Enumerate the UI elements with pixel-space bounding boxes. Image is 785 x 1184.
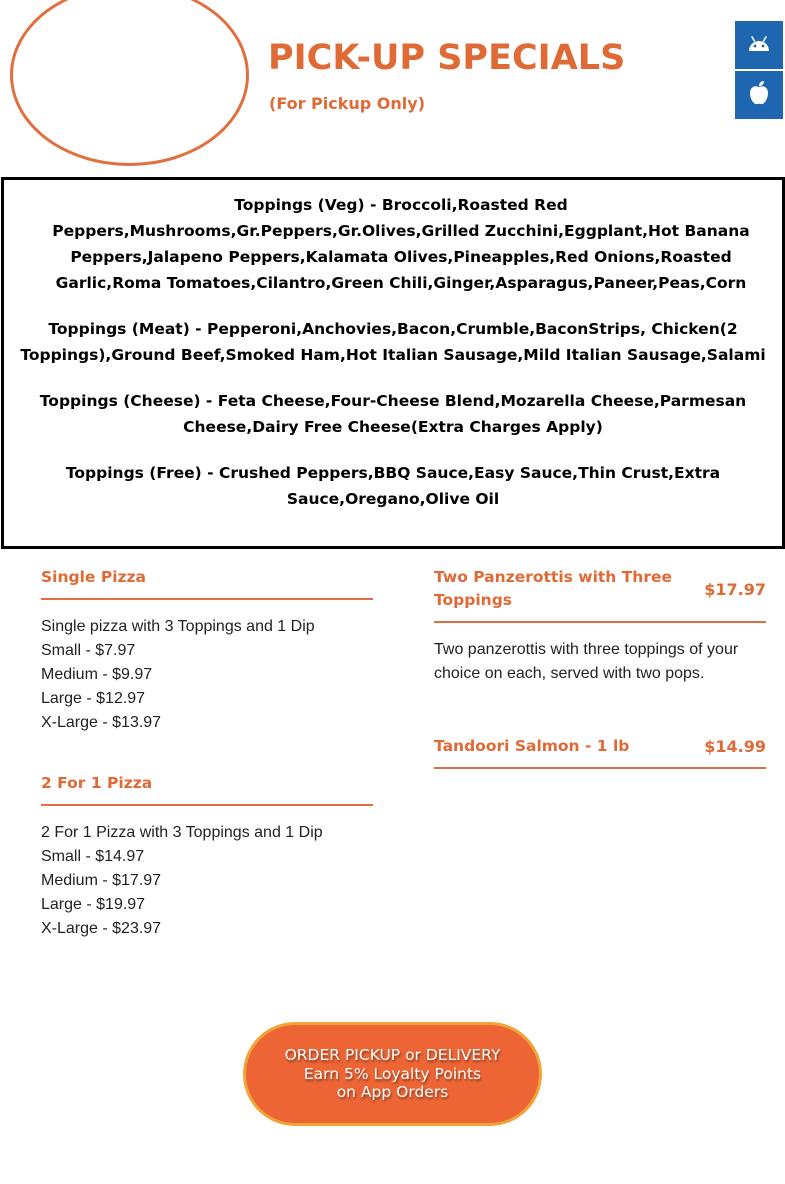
menu-column-right <box>434 566 766 769</box>
menu-item-description <box>41 615 373 735</box>
menu-item-2-for-1-pizza <box>41 772 373 941</box>
description-line: Single pizza with 3 Toppings and 1 Dip <box>41 618 315 635</box>
description-line: 2 For 1 Pizza with 3 Toppings and 1 Dip <box>41 824 323 841</box>
menu-item-header <box>434 566 766 623</box>
menu-item-name: 2 For 1 Pizza <box>41 774 153 792</box>
menu-item-price: $17.97 <box>704 579 766 599</box>
price-line: Large - $12.97 <box>41 690 146 707</box>
menu-item-description <box>41 821 373 941</box>
toppings-box <box>1 177 785 549</box>
menu-item-name: Two Panzerottis with Three Toppings <box>434 568 673 609</box>
menu-item-header <box>41 566 373 600</box>
toppings-cheese: Toppings (Cheese) - Feta Cheese,Four-Cheese Blend,Mozarella Cheese,Parmesan Cheese,Dairy Free Cheese(Extra Charges Apply) <box>39 392 747 436</box>
order-button-line: ORDER PICKUP or DELIVERY <box>284 1046 501 1065</box>
menu-item-name: Single Pizza <box>41 568 147 586</box>
menu-column-left <box>41 566 373 941</box>
price-line: Large - $19.97 <box>41 896 146 913</box>
menu-item-header <box>434 735 766 769</box>
price-line: Medium - $9.97 <box>41 666 153 683</box>
menu-item-name: Tandoori Salmon - 1 lb <box>434 737 630 755</box>
order-button-line: Earn 5% Loyalty Points <box>303 1064 482 1083</box>
toppings-free: Toppings (Free) - Crushed Peppers,BBQ Sauce,Easy Sauce,Thin Crust,Extra Sauce,Oregano,Olive Oil <box>65 464 721 508</box>
android-icon <box>746 34 772 56</box>
android-app-button[interactable] <box>735 21 783 69</box>
toppings-veg: Toppings (Veg) - Broccoli,Roasted Red Peppers,Mushrooms,Gr.Peppers,Gr.Olives,Grilled Zucchini,Eggplant,Hot Banana Peppers,Jalapeno Peppers,Kalamata Olives,Pineapples,Red Onions,Roasted Garlic,Roma Tomatoes,Cilantro,Green Chili,Ginger,Asparagus,Paneer,Peas,Corn <box>52 196 750 292</box>
menu-item-price: $14.99 <box>704 737 766 756</box>
price-line: Small - $7.97 <box>41 642 136 659</box>
order-pickup-delivery-button[interactable] <box>243 1022 542 1126</box>
restaurant-logo[interactable] <box>10 0 249 166</box>
menu-item-panzerottis <box>434 566 766 686</box>
toppings-meat: Toppings (Meat) - Pepperoni,Anchovies,Bacon,Crumble,BaconStrips, Chicken(2 Toppings),Ground Beef,Smoked Ham,Hot Italian Sausage,Mild Italian Sausage,Salami <box>20 320 766 364</box>
page-subtitle: (For Pickup Only) <box>269 94 426 113</box>
price-line: Medium - $17.97 <box>41 872 162 889</box>
menu-item-description: Two panzerottis with three toppings of your choice on each, served with two pops. <box>434 641 739 682</box>
apple-app-button[interactable] <box>735 71 783 119</box>
menu-item-header <box>41 772 373 806</box>
price-line: Small - $14.97 <box>41 848 145 865</box>
page-title: PICK-UP SPECIALS <box>268 38 626 78</box>
menu-item-tandoori-salmon <box>434 735 766 769</box>
price-line: X-Large - $23.97 <box>41 920 162 937</box>
price-line: X-Large - $13.97 <box>41 714 162 731</box>
menu-item-single-pizza <box>41 566 373 735</box>
apple-icon <box>748 80 770 110</box>
order-button-line: on App Orders <box>336 1083 449 1102</box>
